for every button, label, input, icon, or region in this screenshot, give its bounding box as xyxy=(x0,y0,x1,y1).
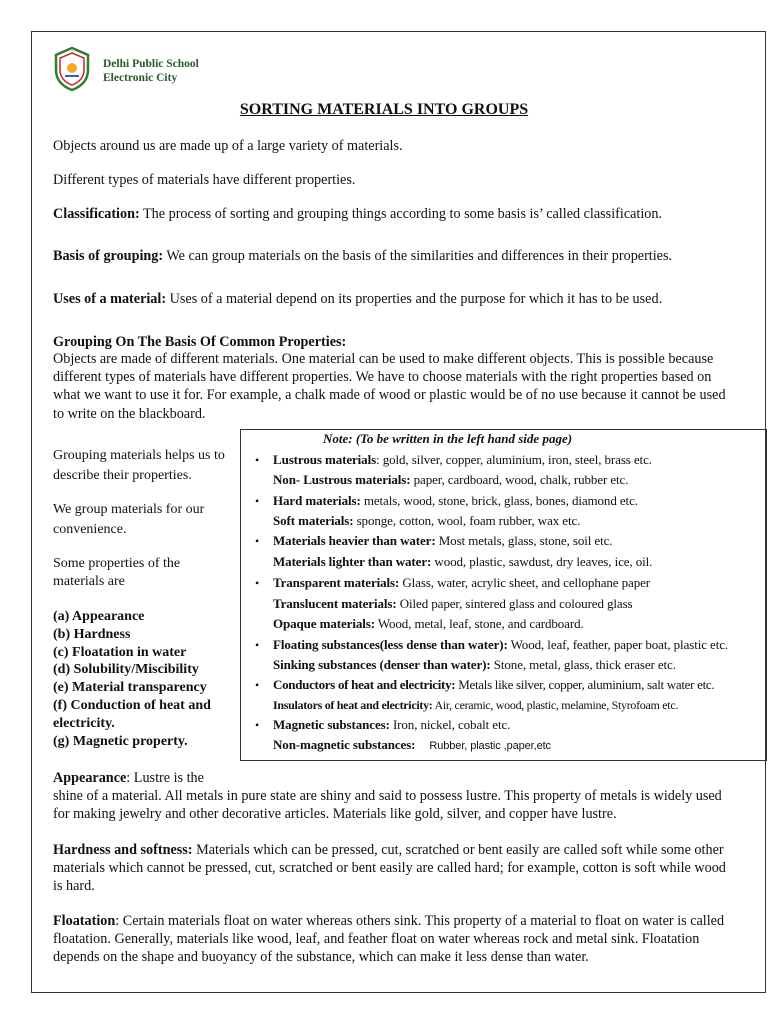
note-line: Transparent materials: Glass, water, acrylic sheet, and cellophane paper xyxy=(273,575,650,590)
property-item: (e) Material transparency xyxy=(53,680,207,696)
classification-label: Classification: xyxy=(53,206,140,222)
appearance-first-line: Appearance: Lustre is the xyxy=(53,770,204,786)
school-name-line2: Electronic City xyxy=(103,72,178,84)
bullet-icon: • xyxy=(255,576,260,590)
uses-text: Uses of a material depend on its properties and the purpose for which it has to be used. xyxy=(166,291,663,307)
property-item: (c) Floatation in water xyxy=(53,644,187,660)
property-item: (g) Magnetic property. xyxy=(53,733,188,749)
note-line: Materials heavier than water: Most metals, glass, stone, soil etc. xyxy=(273,533,613,548)
basis-text: We can group materials on the basis of the similarities and differences in their properties. xyxy=(163,248,673,264)
hardness-paragraph: Hardness and softness: Materials which can be pressed, cut, scratched or bent easily are called soft while some other materials which cannot be pressed, cut, scratched or bent easily are called hard; for example, cotton is soft while wood is hard. xyxy=(53,842,726,895)
basis-label: Basis of grouping: xyxy=(53,248,164,264)
left-text-1: Grouping materials helps us to describe their properties. xyxy=(53,448,225,483)
school-name-line1: Delhi Public School xyxy=(103,58,199,70)
grouping-heading: Grouping On The Basis Of Common Properties: xyxy=(53,334,347,350)
school-logo xyxy=(53,46,91,92)
note-line: Materials lighter than water: wood, plastic, sawdust, dry leaves, ice, oil. xyxy=(273,554,653,569)
property-item: (a) Appearance xyxy=(53,609,145,624)
note-line: Conductors of heat and electricity: Metals like silver, copper, aluminium, salt water etc. xyxy=(273,677,715,692)
bullet-icon: • xyxy=(255,453,260,467)
bullet-icon: • xyxy=(255,638,260,652)
basis-paragraph xyxy=(53,247,733,265)
appearance-label: Appearance xyxy=(53,770,127,786)
intro-paragraph-2: Different types of materials have different properties. xyxy=(53,172,356,188)
classification-paragraph xyxy=(53,205,733,223)
bullet-icon: • xyxy=(255,678,260,692)
bullet-icon: • xyxy=(255,494,260,508)
intro-paragraph-1: Objects around us are made up of a large variety of materials. xyxy=(53,138,403,154)
note-line: Soft materials: sponge, cotton, wool, foam rubber, wax etc. xyxy=(273,513,581,528)
note-line: Non-magnetic substances: Rubber, plastic ,paper,etc xyxy=(273,737,551,752)
note-line: Floating substances(less dense than water): Wood, leaf, feather, paper boat, plastic etc. xyxy=(273,637,729,652)
grouping-paragraph: Objects are made of different materials. One material can be used to make different objects. This is possible because different types of materials have different properties. We have to choose materials with the right properties based on what we want to use it for. For example, a chalk made of wood or plastic would be of no use because it cannot be used to write on the blackboard. xyxy=(53,351,726,422)
bullet-icon: • xyxy=(255,718,260,732)
left-text-2: We group materials for our convenience. xyxy=(53,502,205,537)
appearance-paragraph: shine of a material. All metals in pure state are shiny and said to possess lustre. This property of metals is widely used for making jewelry and other decorative articles. Materials like gold, silver, and copper have lustre. xyxy=(53,788,722,823)
note-line: Magnetic substances: Iron, nickel, cobalt etc. xyxy=(273,717,511,732)
property-item: (f) Conduction of heat and electricity. xyxy=(53,697,211,731)
property-item: (b) Hardness xyxy=(53,626,131,642)
properties-list xyxy=(53,608,238,750)
floatation-label: Floatation xyxy=(53,913,116,929)
note-line: Non- Lustrous materials: paper, cardboard, wood, chalk, rubber etc. xyxy=(273,472,629,487)
hardness-label: Hardness and softness: xyxy=(53,842,193,858)
bullet-icon: • xyxy=(255,534,260,548)
note-line: Translucent materials: Oiled paper, sintered glass and coloured glass xyxy=(273,596,633,611)
property-item: (d) Solubility/Miscibility xyxy=(53,662,199,678)
page-title: SORTING MATERIALS INTO GROUPS xyxy=(239,101,529,118)
school-name xyxy=(103,57,199,85)
note-line: Insulators of heat and electricity: Air, ceramic, wood, plastic, melamine, Styrofoam etc. xyxy=(273,698,679,712)
note-line: Sinking substances (denser than water): Stone, metal, glass, thick eraser etc. xyxy=(273,657,676,672)
uses-label: Uses of a material: xyxy=(53,291,167,307)
classification-text: The process of sorting and grouping things according to some basis is’ called classification. xyxy=(139,206,663,222)
note-line: Hard materials: metals, wood, stone, brick, glass, bones, diamond etc. xyxy=(273,493,638,508)
note-title: Note: (To be written in the left hand side page) xyxy=(323,431,573,446)
note-line: Opaque materials: Wood, metal, leaf, stone, and cardboard. xyxy=(273,616,584,631)
floatation-paragraph: Floatation: Certain materials float on water whereas others sink. This property of a material to float on water is called floatation. Generally, materials like wood, leaf, and feather float on water whereas rock and metal sink. Floatation depends on the shape and buoyancy of the substance, which can make it less dense than water. xyxy=(53,913,725,966)
left-text-3: Some properties of the materials are xyxy=(53,556,181,589)
note-line: Lustrous materials: gold, silver, copper, aluminium, iron, steel, brass etc. xyxy=(273,452,652,467)
uses-paragraph xyxy=(53,290,733,308)
